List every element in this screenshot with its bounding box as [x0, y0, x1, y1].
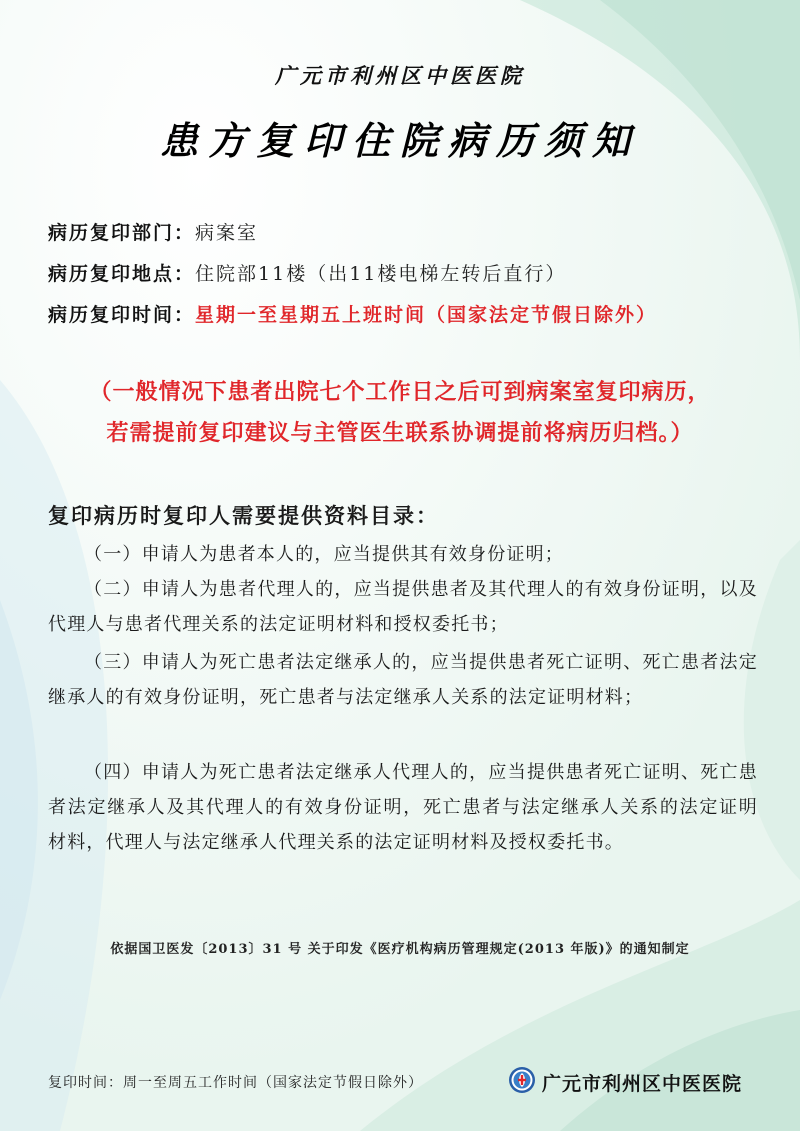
list-item: （三）申请人为死亡患者法定继承人的，应当提供患者死亡证明、死亡患者法定继承人的有效身份证明，死亡患者与法定继承人关系的法定证明材料；: [48, 652, 758, 708]
info-department: [48, 218, 258, 245]
info-time: [48, 300, 657, 327]
regulation-basis: 依据国卫医发〔2013〕31 号 关于印发《医疗机构病历管理规定(2013 年版)》的通知制定: [110, 942, 690, 957]
footer-time: 复印时间：周一至周五工作时间（国家法定节假日除外）: [48, 1075, 423, 1091]
info-location: [48, 259, 566, 286]
footer-hospital-name: 广元市利州区中医医院: [542, 1073, 743, 1095]
hospital-emblem-icon: [508, 1066, 536, 1094]
info-label: 病历复印时间：: [48, 304, 196, 326]
info-value: 星期一至星期五上班时间（国家法定节假日除外）: [195, 304, 658, 326]
list-item: （四）申请人为死亡患者法定继承人代理人的，应当提供患者死亡证明、死亡患者法定继承人及其代理人的有效身份证明，死亡患者与法定继承人关系的法定证明材料，代理人与法定继承人代理关系的法定证明材料及授权委托书。: [48, 762, 758, 853]
list-item: （二）申请人为患者代理人的，应当提供患者及其代理人的有效身份证明，以及代理人与患者代理关系的法定证明材料和授权委托书；: [48, 579, 758, 635]
info-value: 住院部11楼（出11楼电梯左转后直行）: [195, 263, 567, 285]
list-item: （一）申请人为患者本人的，应当提供其有效身份证明；: [84, 544, 564, 565]
info-value: 病案室: [195, 222, 259, 244]
notice-line-2: 若需提前复印建议与主管医生联系协调提前将病历归档。）: [106, 420, 694, 446]
page-title: 患方复印住院病历须知: [159, 118, 640, 163]
hospital-title: 广元市利州区中医医院: [275, 63, 525, 88]
materials-heading: 复印病历时复印人需要提供资料目录：: [48, 503, 439, 528]
info-label: 病历复印地点：: [48, 263, 196, 285]
info-label: 病历复印部门：: [48, 222, 196, 244]
notice-line-1: （一般情况下患者出院七个工作日之后可到病案室复印病历，: [89, 379, 711, 405]
